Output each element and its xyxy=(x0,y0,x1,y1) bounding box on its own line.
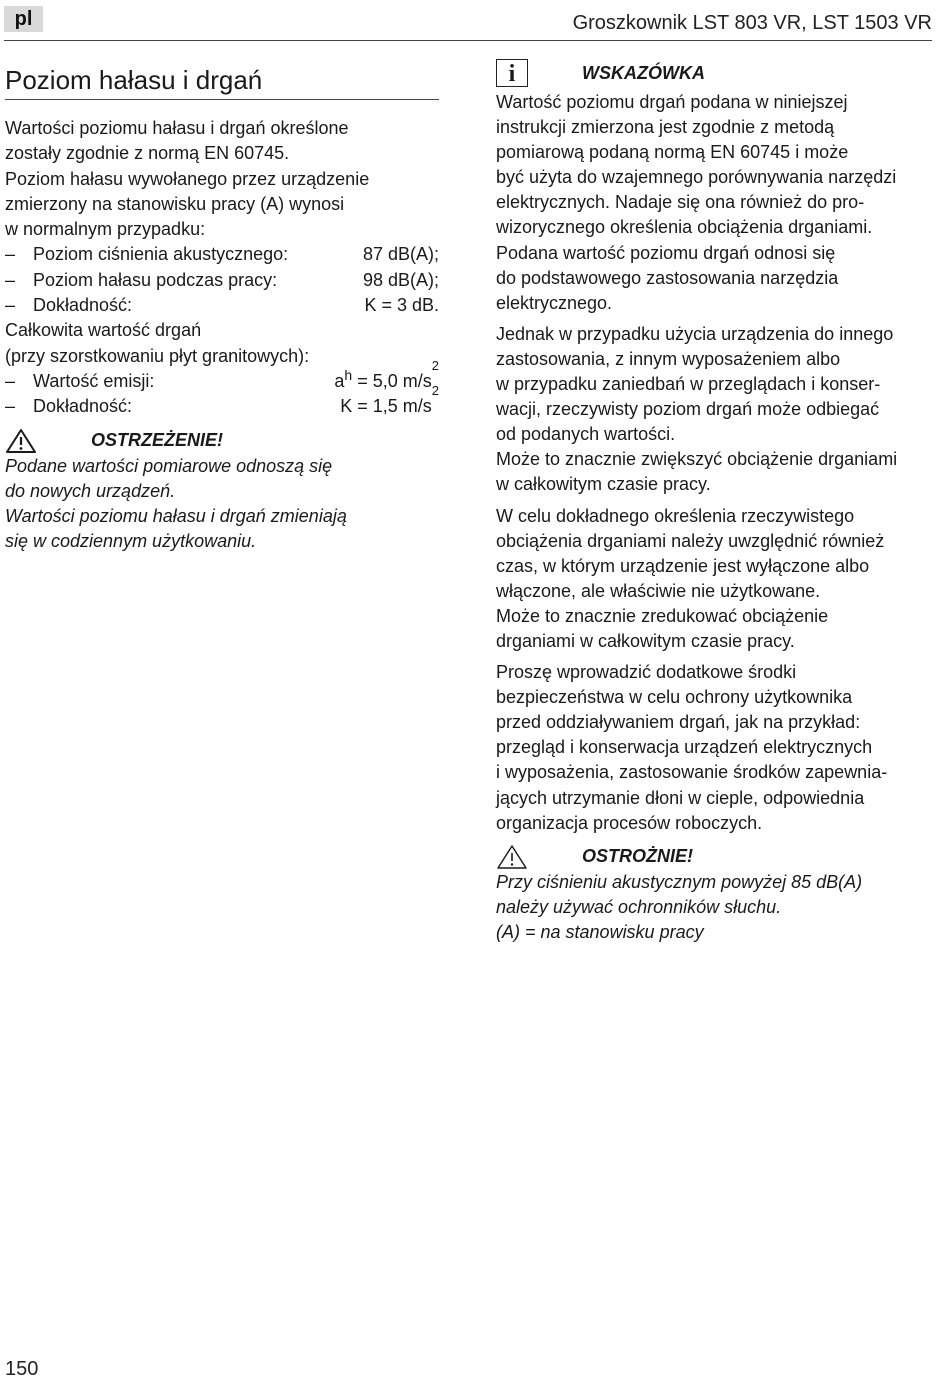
text-line: Podana wartość poziomu drgań odnosi się xyxy=(496,242,836,263)
text-line: organizacja procesów roboczych. xyxy=(496,812,763,833)
hint-title: WSKAZÓWKA xyxy=(582,63,705,84)
list-value xyxy=(340,383,439,419)
list-dash: – xyxy=(5,244,16,265)
text-line: należy używać ochronników słuchu. xyxy=(496,896,782,917)
text-line: wizorycznego określenia obciążenia drganiami. xyxy=(496,217,873,238)
list-item xyxy=(5,357,439,394)
list-label: Wartość emisji: xyxy=(33,370,155,391)
caution-notice xyxy=(496,844,936,945)
text-line: Wartości poziomu hałasu i drgań zmieniają xyxy=(5,506,347,527)
list-value: 87 dB(A); xyxy=(362,244,439,265)
list-label: Poziom ciśnienia akustycznego: xyxy=(33,244,289,265)
language-badge: pl xyxy=(4,6,43,32)
list-item xyxy=(5,268,439,293)
hint-paragraph xyxy=(496,660,936,836)
hint-paragraph xyxy=(496,90,936,316)
text-line: zastosowania, z innym wyposażeniem albo xyxy=(496,348,841,369)
text-line: do nowych urządzeń. xyxy=(5,480,176,501)
caution-triangle-icon xyxy=(496,844,528,870)
list-dash: – xyxy=(5,295,16,316)
text-line: się w codziennym użytkowaniu. xyxy=(5,531,257,552)
warning-notice xyxy=(5,428,439,555)
text-line: przegląd i konserwacja urządzeń elektrycznych xyxy=(496,737,873,758)
text-line: bezpieczeństwa w celu ochrony użytkownika xyxy=(496,687,853,708)
text-line: Wartość poziomu drgań podana w niniejszej xyxy=(496,92,848,112)
info-icon xyxy=(496,59,528,89)
title-divider xyxy=(5,99,439,100)
text-line: Wartości poziomu hałasu i drgań określone xyxy=(5,118,349,138)
caution-text xyxy=(496,870,936,945)
page-number: 150 xyxy=(5,1358,39,1380)
text-line: instrukcji zmierzona jest zgodnie z metodą xyxy=(496,117,835,138)
text-line: Poziom hałasu wywołanego przez urządzenie xyxy=(5,168,370,189)
text-line: W celu dokładnego określenia rzeczywistego xyxy=(496,505,855,526)
text-line: wacji, rzeczywisty poziom drgań może odbiegać xyxy=(496,399,880,420)
text-line: drganiami w całkowitym czasie pracy. xyxy=(496,630,795,651)
list-dash: – xyxy=(5,370,16,391)
value-text: = 5,0 m/s xyxy=(352,370,432,391)
text-line: Może to znacznie zredukować obciążenie xyxy=(496,605,829,626)
list-label: Dokładność: xyxy=(33,396,133,417)
list-dash: – xyxy=(5,269,16,290)
vibration-paragraph xyxy=(5,318,439,369)
caution-title: OSTROŻNIE! xyxy=(582,846,693,867)
text-line: zmierzony na stanowisku pracy (A) wynosi xyxy=(5,193,345,214)
list-item xyxy=(5,242,439,267)
value-superscript: 2 xyxy=(431,357,439,373)
text-line: w całkowitym czasie pracy. xyxy=(496,474,711,495)
value-text: K = 1,5 m/s xyxy=(340,396,432,417)
intro-paragraph xyxy=(5,116,439,242)
text-line: obciążenia drganiami należy uwzględnić również xyxy=(496,530,885,551)
text-line: i wyposażenia, zastosowanie środków zapewnia- xyxy=(496,762,888,783)
text-line: w przypadku zaniedbań w przeglądach i konser- xyxy=(496,374,881,395)
text-line: pomiarową podaną normą EN 60745 i może xyxy=(496,142,849,163)
text-line: przed oddziaływaniem drgań, jak na przykład: xyxy=(496,712,861,733)
text-line: od podanych wartości. xyxy=(496,424,676,445)
list-label: Dokładność: xyxy=(33,295,133,316)
hint-paragraph xyxy=(496,504,936,655)
text-line: Całkowita wartość drgań xyxy=(5,320,202,341)
list-dash: – xyxy=(5,396,16,417)
value-superscript: 2 xyxy=(431,383,439,399)
text-line: zostały zgodnie z normą EN 60745. xyxy=(5,143,290,164)
warning-title: OSTRZEŻENIE! xyxy=(91,429,224,450)
text-line: Może to znacznie zwiększyć obciążenie drganiami xyxy=(496,449,898,470)
hint-paragraph xyxy=(496,322,936,498)
hint-header xyxy=(496,58,936,90)
text-line: Jednak w przypadku użycia urządzenia do innego xyxy=(496,323,894,344)
text-line: włączone, ale właściwie nie użytkowane. xyxy=(496,580,821,601)
warning-text xyxy=(5,454,439,555)
value-symbol: a xyxy=(334,370,345,391)
noise-list xyxy=(5,242,439,318)
left-column xyxy=(5,60,439,555)
section-title: Poziom hałasu i drgań xyxy=(5,65,263,95)
text-line: być użyta do wzajemnego porównywania narzędzi xyxy=(496,167,897,188)
caution-header xyxy=(496,844,936,870)
warning-header xyxy=(5,428,439,454)
header-divider xyxy=(4,40,932,41)
text-line: Przy ciśnieniu akustycznym powyżej 85 dB(A) xyxy=(496,871,863,892)
text-line: elektrycznych. Nadaje się ona również do pro- xyxy=(496,192,865,213)
text-line: do podstawowego zastosowania narzędzia xyxy=(496,267,839,288)
list-value xyxy=(334,357,439,394)
warning-triangle-icon xyxy=(5,428,37,454)
list-item xyxy=(5,293,439,318)
text-line: (przy szorstkowaniu płyt granitowych): xyxy=(5,345,310,366)
text-line: Podane wartości pomiarowe odnoszą się xyxy=(5,455,333,476)
text-line: w normalnym przypadku: xyxy=(5,219,206,240)
list-label: Poziom hałasu podczas pracy: xyxy=(33,269,278,290)
vibration-list xyxy=(5,357,439,420)
text-line: Proszę wprowadzić dodatkowe środki xyxy=(496,662,797,683)
list-value: K = 3 dB. xyxy=(364,295,439,316)
text-line: (A) = na stanowisku pracy xyxy=(496,921,704,942)
value-subscript: h xyxy=(344,366,353,383)
list-value: 98 dB(A); xyxy=(362,269,439,290)
text-line: elektrycznego. xyxy=(496,292,613,313)
list-item xyxy=(5,383,439,419)
info-icon-letter: i xyxy=(508,61,516,87)
right-column xyxy=(496,58,936,945)
header-title: Groszkownik LST 803 VR, LST 1503 VR xyxy=(572,12,932,34)
text-line: jących utrzymanie dłoni w cieple, odpowiednia xyxy=(496,787,865,808)
text-line: czas, w którym urządzenie jest wyłączone albo xyxy=(496,555,870,576)
